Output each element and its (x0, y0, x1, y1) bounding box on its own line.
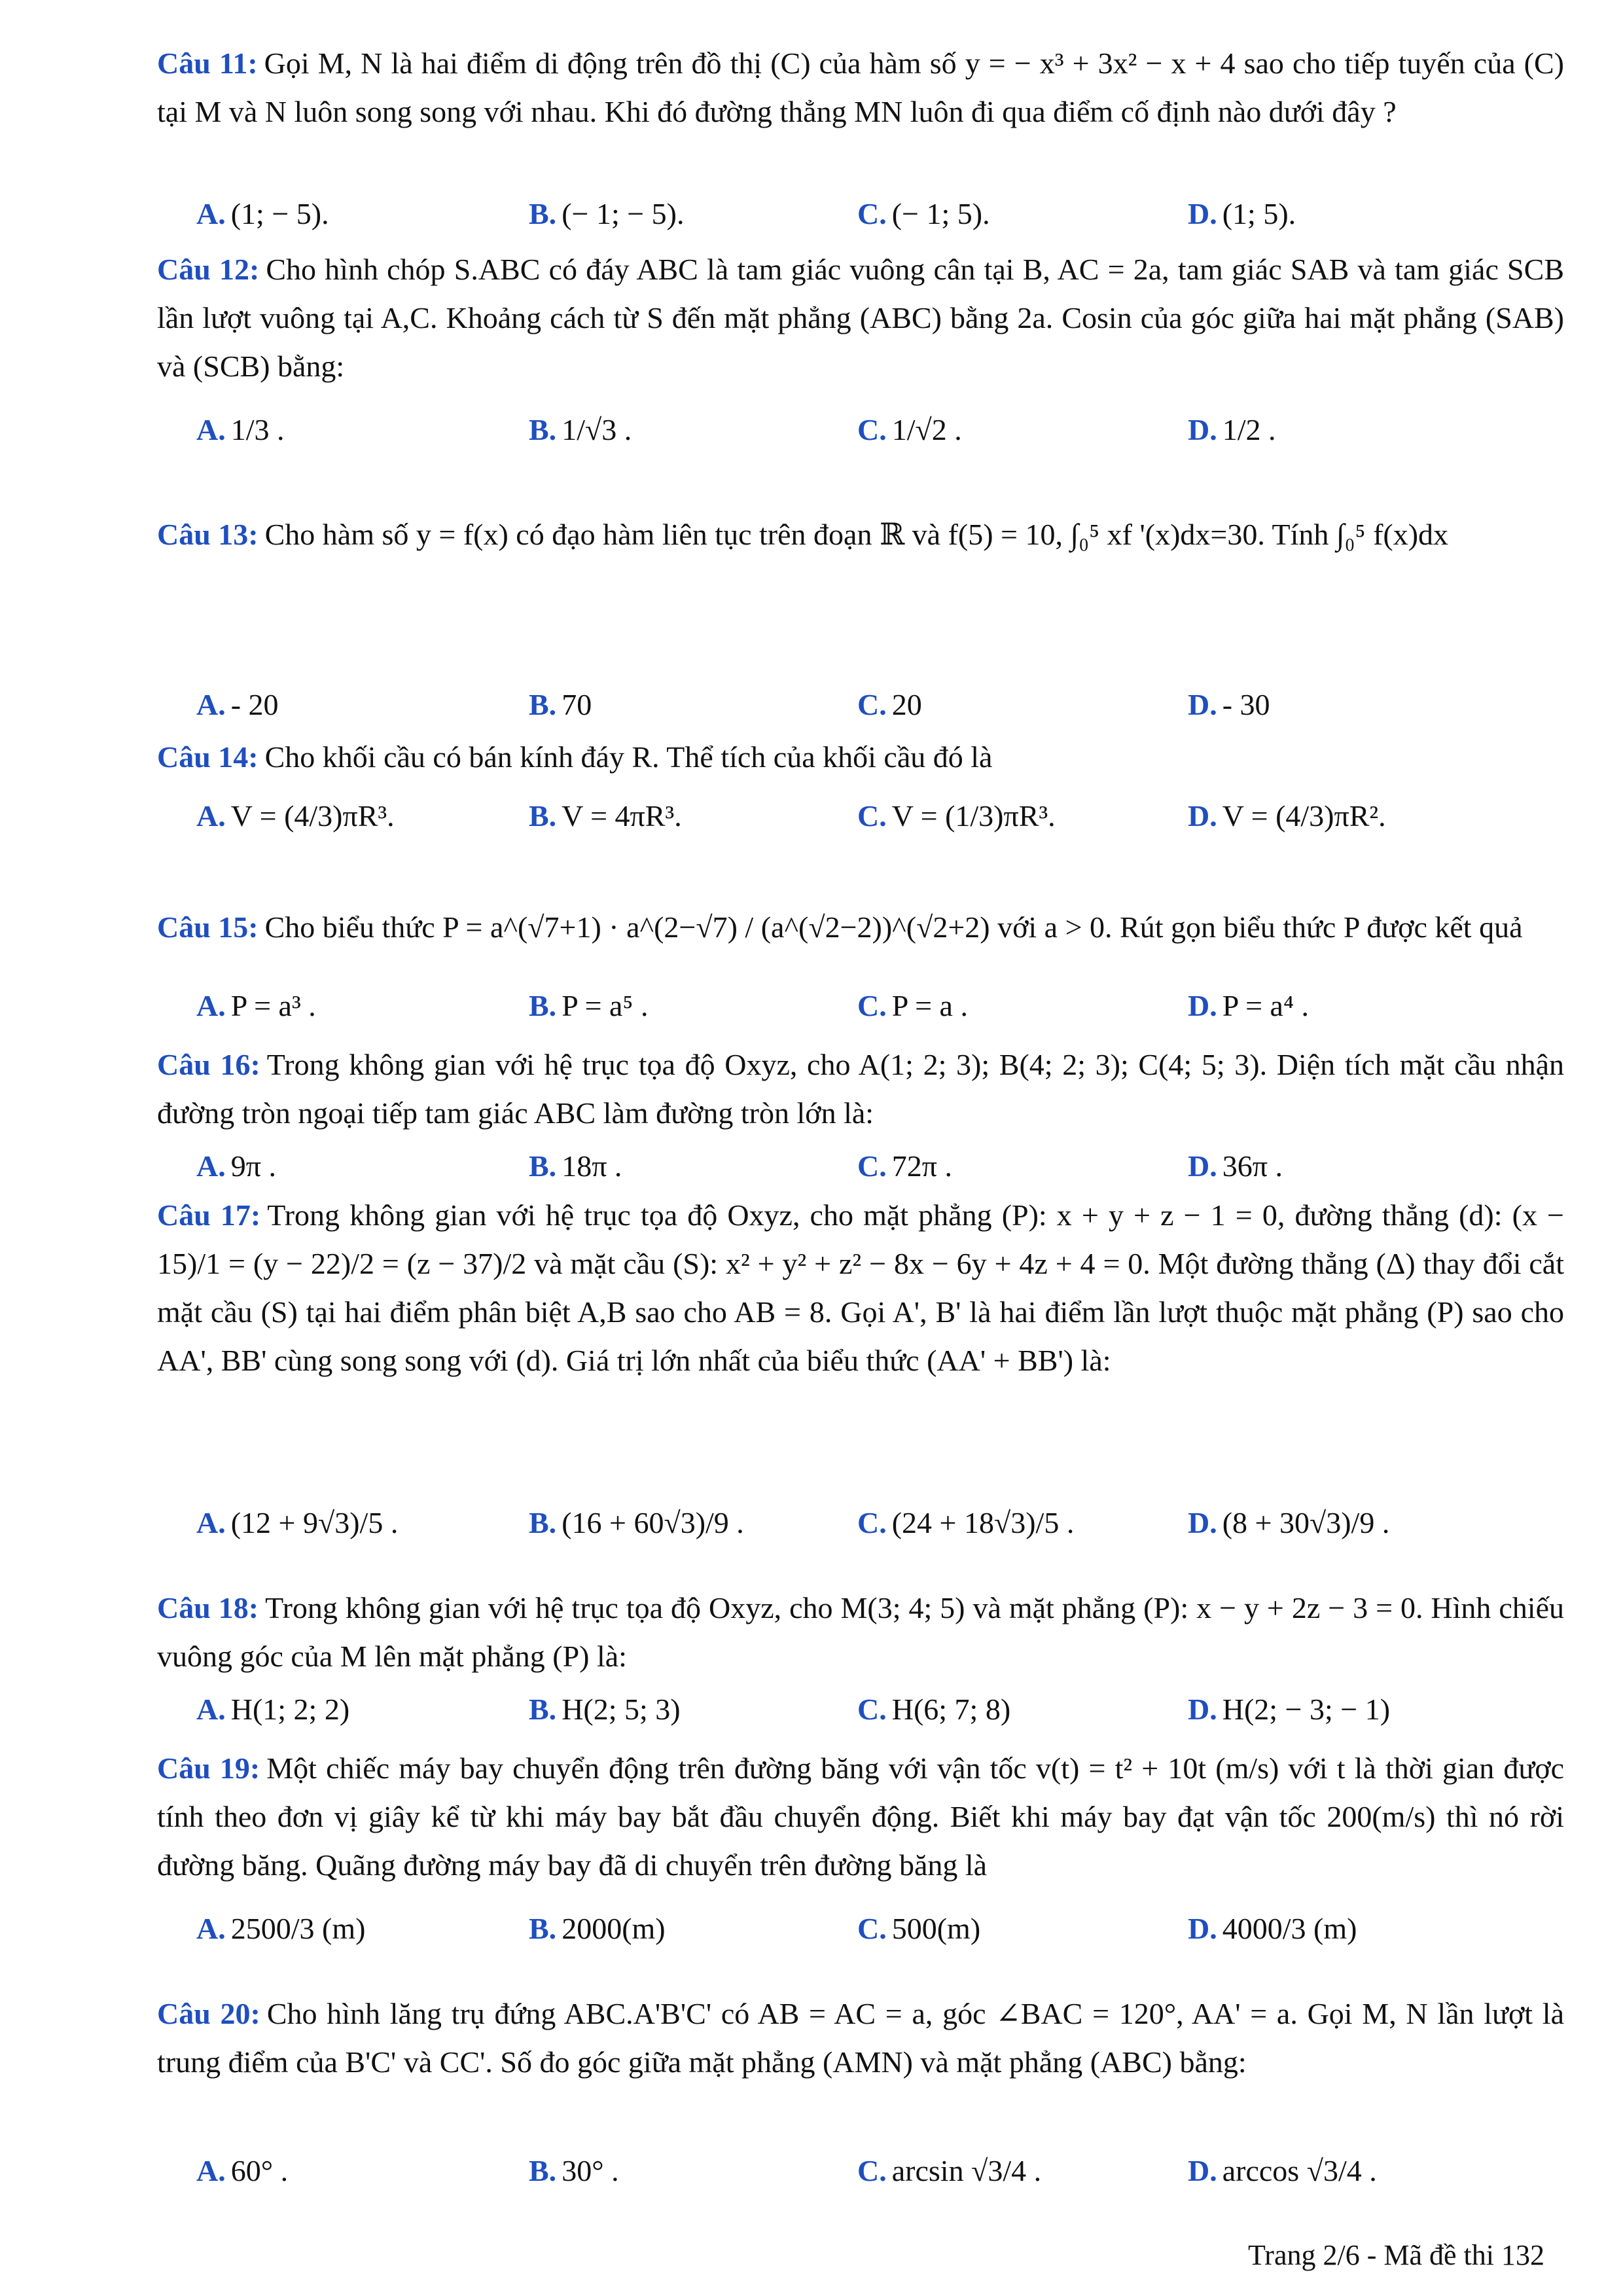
question-text: Cho hàm số y = f(x) có đạo hàm liên tục trên đoạn ℝ và f(5) = 10, ∫₀⁵ xf '(x)dx=30. Tính ∫₀⁵ f(x)dx (264, 518, 1449, 551)
question-label: Câu 12: (157, 253, 260, 286)
question-15 (157, 903, 1564, 952)
question-text: Cho hình lăng trụ đứng ABC.A'B'C' có AB = AC = a, góc ∠BAC = 120°, AA' = a. Gọi M, N lần lượt là trung điểm của B'C' và CC'. Số đo góc giữa mặt phẳng (AMN) và mặt phẳng (ABC) bằng: (157, 1997, 1564, 2079)
question-text: Trong không gian với hệ trục tọa độ Oxyz, cho A(1; 2; 3); B(4; 2; 3); C(4; 5; 3). Diện tích mặt cầu nhận đường tròn ngoại tiếp tam giác ABC làm đường tròn lớn là: (157, 1048, 1564, 1130)
question-label: Câu 15: (157, 910, 259, 944)
option-c[interactable]: C. 500(m) (857, 1912, 981, 1945)
option-a[interactable]: A. H(1; 2; 2) (196, 1693, 350, 1726)
option-b[interactable]: B. 18π . (529, 1149, 622, 1183)
question-12 (157, 245, 1564, 391)
options-11 (196, 190, 1571, 249)
option-b[interactable]: B. V = 4πR³. (529, 799, 682, 833)
option-c[interactable]: C. (− 1; 5). (857, 197, 990, 230)
options-12 (196, 406, 1571, 465)
option-d[interactable]: D. arccos √3/4 . (1188, 2154, 1377, 2187)
option-b[interactable]: B. 30° . (529, 2154, 619, 2187)
option-b[interactable]: B. 1/√3 . (529, 413, 632, 446)
option-d[interactable]: D. 4000/3 (m) (1188, 1912, 1357, 1945)
page-footer: Trang 2/6 - Mã đề thi 132 (1247, 2239, 1544, 2271)
option-c[interactable]: C. P = a . (857, 989, 968, 1022)
option-c[interactable]: C. 72π . (857, 1149, 952, 1183)
question-text: Một chiếc máy bay chuyển động trên đường băng với vận tốc v(t) = t² + 10t (m/s) với t là thời gian được tính theo đơn vị giây kể từ khi máy bay bắt đầu chuyển động. Biết khi máy bay đạt vận tốc 200(m/s) thì nó rời đường băng. Quãng đường máy bay đã di chuyển trên đường băng là (157, 1751, 1564, 1882)
question-text: Cho biểu thức P = a^(√7+1) · a^(2−√7) / (a^(√2−2))^(√2+2) với a > 0. Rút gọn biểu thức P được kết quả (264, 910, 1523, 944)
question-16 (157, 1041, 1564, 1138)
option-d[interactable]: D. V = (4/3)πR². (1188, 799, 1386, 833)
options-18 (196, 1685, 1571, 1744)
option-b[interactable]: B. P = a⁵ . (529, 989, 649, 1022)
option-c[interactable]: C. (24 + 18√3)/5 . (857, 1506, 1075, 1539)
question-text: Trong không gian với hệ trục tọa độ Oxyz, cho M(3; 4; 5) và mặt phẳng (P): x − y + 2z − 3 = 0. Hình chiếu vuông góc của M lên mặt phẳng (P) là: (157, 1591, 1565, 1673)
options-20 (196, 2147, 1571, 2206)
question-label: Câu 19: (157, 1751, 260, 1785)
option-a[interactable]: A. V = (4/3)πR³. (196, 799, 395, 833)
question-18 (157, 1584, 1564, 1681)
option-a[interactable]: A. (1; − 5). (196, 197, 329, 230)
option-d[interactable]: D. H(2; − 3; − 1) (1188, 1693, 1391, 1726)
question-17 (157, 1191, 1564, 1385)
option-b[interactable]: B. (− 1; − 5). (529, 197, 685, 230)
option-c[interactable]: C. H(6; 7; 8) (857, 1693, 1011, 1726)
option-d[interactable]: D. 36π . (1188, 1149, 1283, 1183)
question-14 (157, 733, 1564, 781)
option-a[interactable]: A. 2500/3 (m) (196, 1912, 366, 1945)
question-text: Cho khối cầu có bán kính đáy R. Thể tích của khối cầu đó là (264, 740, 993, 774)
question-text: Trong không gian với hệ trục tọa độ Oxyz, cho mặt phẳng (P): x + y + z − 1 = 0, đường thẳng (d): (x − 15)/1 = (y − 22)/2 = (z − 37)/2 và mặt cầu (S): x² + y² + z² − 8x − 6y + 4z + 4 = 0. Một đường thẳng (Δ) thay đổi cắt mặt cầu (S) tại hai điểm phân biệt A,B sao cho AB = 8. Gọi A', B' là hai điểm lần lượt thuộc mặt phẳng (P) sao cho AA', BB' cùng song song với (d). Giá trị lớn nhất của biểu thức (AA' + BB') là: (157, 1198, 1565, 1377)
question-text: Cho hình chóp S.ABC có đáy ABC là tam giác vuông cân tại B, AC = 2a, tam giác SAB và tam giác SCB lần lượt vuông tại A,C. Khoảng cách từ S đến mặt phẳng (ABC) bằng 2a. Cosin của góc giữa hai mặt phẳng (SAB) và (SCB) bằng: (157, 253, 1564, 383)
option-d[interactable]: D. 1/2 . (1188, 413, 1276, 446)
question-13 (157, 511, 1564, 559)
question-label: Câu 14: (157, 740, 259, 774)
question-label: Câu 20: (157, 1997, 260, 2030)
option-b[interactable]: B. 2000(m) (529, 1912, 666, 1945)
option-d[interactable]: D. - 30 (1188, 688, 1270, 721)
option-a[interactable]: A. 9π . (196, 1149, 276, 1183)
options-15 (196, 982, 1571, 1041)
option-c[interactable]: C. 20 (857, 688, 922, 721)
option-c[interactable]: C. arcsin √3/4 . (857, 2154, 1042, 2187)
option-b[interactable]: B. (16 + 60√3)/9 . (529, 1506, 744, 1539)
option-c[interactable]: C. V = (1/3)πR³. (857, 799, 1056, 833)
question-label: Câu 16: (157, 1048, 260, 1081)
option-a[interactable]: A. - 20 (196, 688, 279, 721)
option-d[interactable]: D. P = a⁴ . (1188, 989, 1310, 1022)
options-13 (196, 681, 1571, 740)
question-19 (157, 1744, 1564, 1890)
question-label: Câu 18: (157, 1591, 259, 1624)
options-14 (196, 792, 1571, 851)
option-c[interactable]: C. 1/√2 . (857, 413, 962, 446)
question-20 (157, 1990, 1564, 2087)
options-17 (196, 1499, 1571, 1558)
question-text: Gọi M, N là hai điểm di động trên đồ thị (C) của hàm số y = − x³ + 3x² − x + 4 sao cho tiếp tuyến của (C) tại M và N luôn song song với nhau. Khi đó đường thẳng MN luôn đi qua điểm cố định nào dưới đây ? (157, 46, 1564, 128)
option-a[interactable]: A. 1/3 . (196, 413, 285, 446)
option-a[interactable]: A. (12 + 9√3)/5 . (196, 1506, 399, 1539)
option-b[interactable]: B. 70 (529, 688, 592, 721)
question-label: Câu 11: (157, 46, 258, 80)
question-11 (157, 39, 1564, 136)
option-d[interactable]: D. (1; 5). (1188, 197, 1296, 230)
option-a[interactable]: A. P = a³ . (196, 989, 316, 1022)
option-a[interactable]: A. 60° . (196, 2154, 289, 2187)
option-d[interactable]: D. (8 + 30√3)/9 . (1188, 1506, 1390, 1539)
question-label: Câu 17: (157, 1198, 261, 1232)
option-b[interactable]: B. H(2; 5; 3) (529, 1693, 681, 1726)
options-19 (196, 1905, 1571, 1964)
question-label: Câu 13: (157, 518, 259, 551)
